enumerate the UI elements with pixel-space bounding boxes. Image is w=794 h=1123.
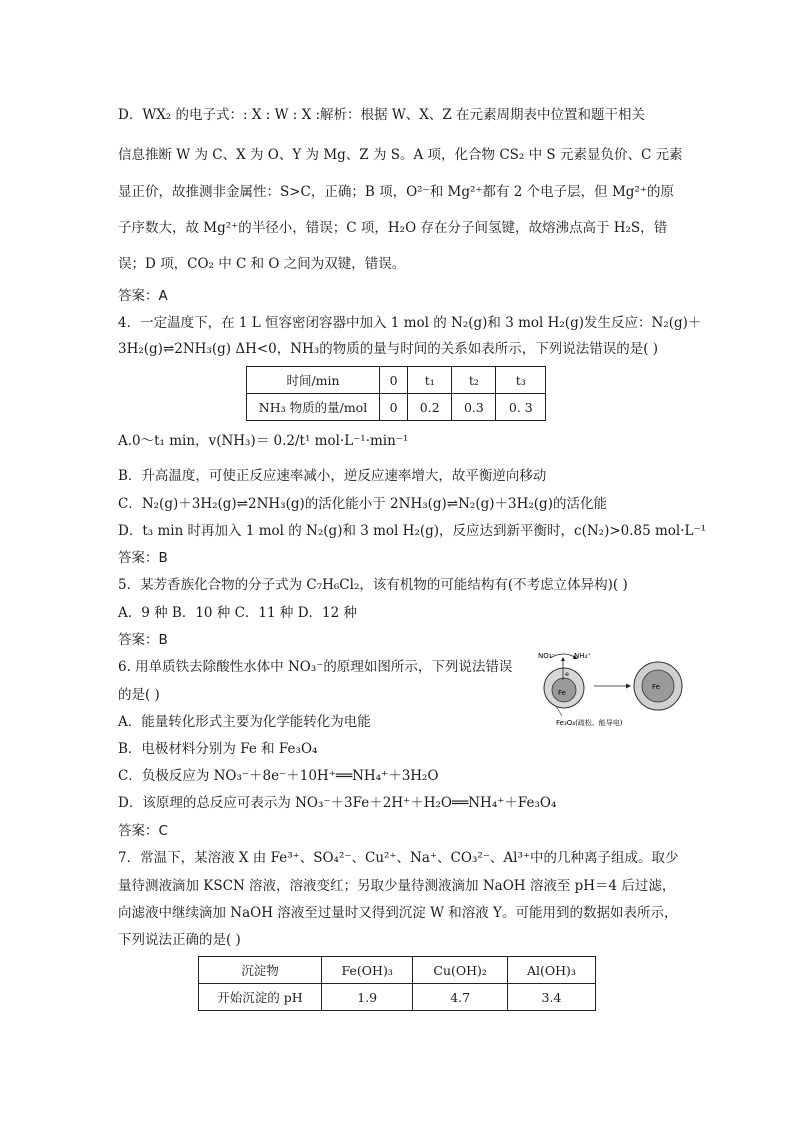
q4-answer: 答案：B — [118, 550, 168, 566]
q3-line-3: 显正价，故推测非金属性：S>C，正确；B 项，O²⁻和 Mg²⁺都有 2 个电子层，但 Mg²⁺的原 — [118, 184, 674, 200]
electron-arrowhead — [561, 657, 565, 661]
table-cell: 1.9 — [322, 984, 413, 1011]
q5-answer: 答案：B — [118, 632, 168, 648]
table-cell: 0. 3 — [496, 394, 546, 421]
nh4-label: NH₄⁺ — [574, 652, 592, 660]
q3-line-5: 误；D 项，CO₂ 中 C 和 O 之间为双键，错误。 — [118, 256, 406, 272]
q6-answer: 答案：C — [118, 823, 168, 839]
fe-right-label: Fe — [652, 683, 660, 691]
table-header-cell: Cu(OH)₂ — [413, 957, 508, 984]
q7-precipitate-table — [198, 956, 596, 1011]
q3-line-2: 信息推断 W 为 C、X 为 O、Y 为 Mg、Z 为 S。A 项，化合物 CS₂ 中 S 元素显负价、C 元素 — [118, 147, 683, 163]
table-header-cell: 时间/min — [247, 367, 380, 394]
q7-stem-2: 量待测液滴加 KSCN 溶液，溶液变红；另取少量待测液滴加 NaOH 溶液至 pH＝4 后过滤， — [118, 878, 676, 894]
table-header-cell: 0 — [380, 367, 408, 394]
q4-option-a: A.0～t₁ min，v(NH₃)＝ 0.2/t¹ mol·L⁻¹·min⁻¹ — [118, 433, 409, 449]
iron-nitrate-diagram — [536, 650, 686, 730]
q4-option-d: D．t₃ min 时再加入 1 mol 的 N₂(g)和 3 mol H₂(g)，反应达到新平衡时，c(N₂)>0.85 mol·L⁻¹ — [118, 523, 707, 539]
q4-option-b: B．升高温度，可使正反应速率减小，逆反应速率增大，故平衡逆向移动 — [118, 468, 547, 484]
table-cell: 开始沉淀的 pH — [199, 984, 322, 1011]
q6-option-c: C．负极反应为 NO₃⁻＋8e⁻＋10H⁺══NH₄⁺＋3H₂O — [118, 768, 439, 784]
table-cell: 0 — [380, 394, 408, 421]
fe3o4-caption: Fe₃O₄(疏松、能导电) — [556, 719, 623, 727]
q4-option-c: C．N₂(g)＋3H₂(g)⇌2NH₃(g)的活化能小于 2NH₃(g)⇌N₂(g)＋3H₂(g)的活化能 — [118, 496, 607, 512]
q6-option-b: B．电极材料分别为 Fe 和 Fe₃O₄ — [118, 741, 318, 757]
table-header-cell: t₁ — [408, 367, 452, 394]
table-cell: 4.7 — [413, 984, 508, 1011]
q5-stem: 5．某芳香族化合物的分子式为 C₇H₆Cl₂，该有机物的可能结构有(不考虑立体异构)( ) — [118, 577, 628, 593]
q4-stem-2: 3H₂(g)⇌2NH₃(g) ΔH<0，NH₃的物质的量与时间的关系如表所示，下列说法错误的是( ) — [118, 341, 659, 357]
q5-options: A．9 种 B．10 种 C．11 种 D．12 种 — [118, 605, 357, 621]
table-row — [199, 984, 596, 1011]
table-row — [199, 957, 596, 984]
table-cell: 0.2 — [408, 394, 452, 421]
no3-label: NO₃⁻ — [538, 652, 556, 660]
process-arrowhead — [626, 684, 631, 689]
q3-line-1: D．WX₂ 的电子式：: X : W : X :解析：根据 W、X、Z 在元素周期表中位置和题干相关 — [118, 107, 646, 123]
table-header-cell: 沉淀物 — [199, 957, 322, 984]
table-row — [247, 394, 546, 421]
q6-option-a: A．能量转化形式主要为化学能转化为电能 — [118, 714, 371, 730]
table-cell: NH₃ 物质的量/mol — [247, 394, 380, 421]
fe-left-label: Fe — [558, 689, 566, 697]
q7-stem-1: 7．常温下，某溶液 X 由 Fe³⁺、SO₄²⁻、Cu²⁺、Na⁺、CO₃²⁻、Al³⁺中的几种离子组成。取少 — [118, 850, 679, 866]
q3-line-4: 子序数大，故 Mg²⁺的半径小，错误；C 项，H₂O 存在分子间氢键，故熔沸点高于 H₂S，错 — [118, 220, 668, 236]
q3-answer: 答案：A — [118, 288, 168, 304]
table-header-cell: t₂ — [452, 367, 496, 394]
table-cell: 3.4 — [507, 984, 595, 1011]
q4-stem-1: 4．一定温度下，在 1 L 恒容密闭容器中加入 1 mol 的 N₂(g)和 3 mol H₂(g)发生反应：N₂(g)＋ — [118, 315, 702, 331]
table-header-cell: Al(OH)₃ — [507, 957, 595, 984]
q7-stem-3: 向滤液中继续滴加 NaOH 溶液至过量时又得到沉淀 W 和溶液 Y。可能用到的数据如表所示， — [118, 905, 678, 921]
q6-stem-1: 6. 用单质铁去除酸性水体中 NO₃⁻的原理如图所示，下列说法错误 — [118, 659, 513, 675]
table-header-cell: Fe(OH)₃ — [322, 957, 413, 984]
q6-stem-2: 的是( ) — [118, 687, 160, 703]
q7-stem-4: 下列说法正确的是( ) — [118, 932, 241, 948]
q6-option-d: D．该原理的总反应可表示为 NO₃⁻＋3Fe＋2H⁺＋H₂O══NH₄⁺＋Fe₃O₄ — [118, 795, 557, 811]
electron-label: e — [565, 670, 569, 678]
q4-time-table — [246, 366, 546, 421]
table-row — [247, 367, 546, 394]
table-cell: 0.3 — [452, 394, 496, 421]
table-header-cell: t₃ — [496, 367, 546, 394]
